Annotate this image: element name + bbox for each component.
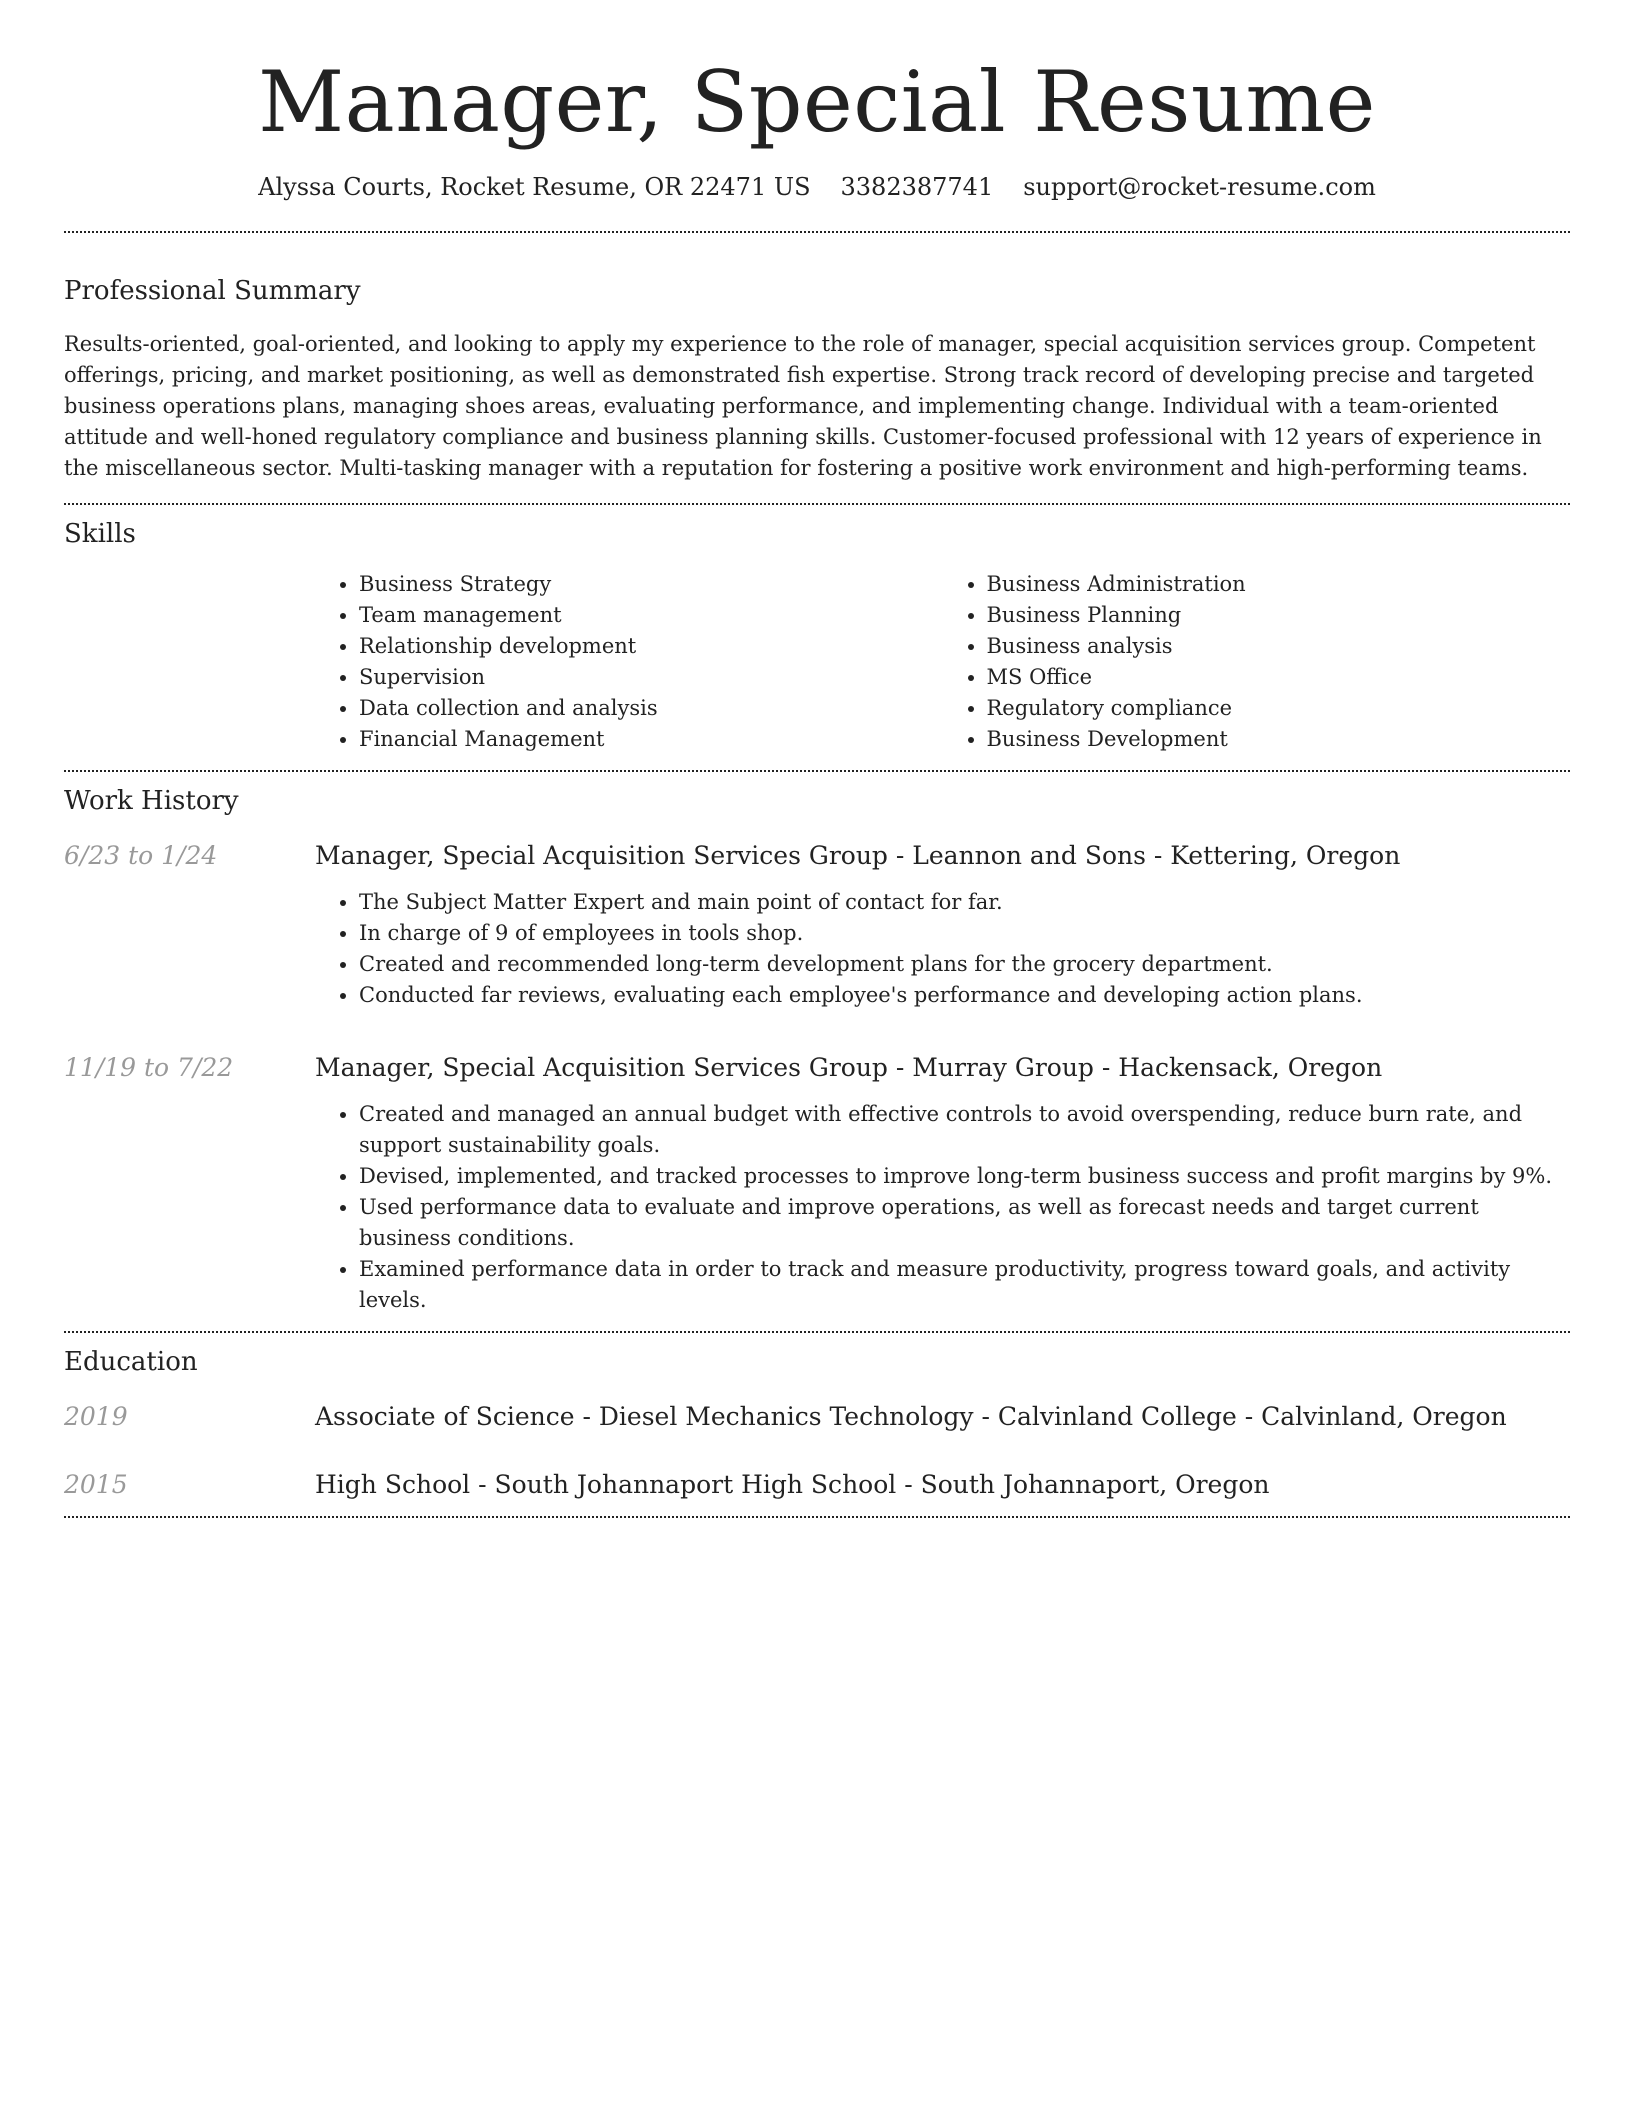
resume-page	[64, 0, 1570, 1518]
job-heading	[315, 839, 1570, 873]
education-body	[315, 1400, 1570, 1434]
education-school: - Calvinland College - Calvinland, Oregon	[973, 1402, 1507, 1431]
job-bullet: • The Subject Matter Expert and main point of contact for far.	[359, 887, 1570, 918]
job-bullets	[315, 887, 1570, 1011]
section-title-work: Work History	[64, 786, 239, 816]
job-bullet: • In charge of 9 of employees in tools shop.	[359, 918, 1570, 949]
resume-title: Manager, Special Resume	[258, 53, 1376, 151]
skill-item: • Business analysis	[987, 631, 1571, 662]
divider	[64, 770, 1570, 772]
skill-item: • Data collection and analysis	[359, 693, 943, 724]
job-bullet: • Created and recommended long-term development plans for the grocery department.	[359, 949, 1570, 980]
education-body	[315, 1468, 1570, 1502]
skill-item: • Business Strategy	[359, 569, 943, 600]
divider	[64, 231, 1570, 233]
section-title-summary: Professional Summary	[64, 276, 361, 306]
skill-item: • Supervision	[359, 662, 943, 693]
job-bullet: • Conducted far reviews, evaluating each employee's performance and developing action plans.	[359, 980, 1570, 1011]
divider	[64, 1516, 1570, 1518]
job-employer: - Leannon and Sons - Kettering, Oregon	[887, 841, 1401, 870]
skill-item: • Team management	[359, 600, 943, 631]
skills-column-right	[943, 569, 1571, 755]
skill-item: • Business Development	[987, 724, 1571, 755]
skill-item: • Relationship development	[359, 631, 943, 662]
summary-text: Results-oriented, goal-oriented, and looking to apply my experience to the role of manager, special acquisition services group. Competent offerings, pricing, and market positioning, as well as demonstrated fish expertise. Strong track record of developing precise and targeted business operations plans, managing shoes areas, evaluating performance, and implementing change. Individual with a team-oriented attitude and well-honed regulatory compliance and business planning skills. Customer-focused professional with 12 years of experience in the miscellaneous sector. Multi-tasking manager with a reputation for fostering a positive work environment and high-performing teams.	[64, 332, 1542, 480]
skills-list	[315, 569, 1570, 755]
divider	[64, 1331, 1570, 1333]
job-entry	[64, 839, 1570, 1011]
education-degree: Associate of Science - Diesel Mechanics Technology	[315, 1402, 974, 1431]
contact-address: Alyssa Courts, Rocket Resume, OR 22471 US	[258, 173, 811, 201]
skills-column-left	[315, 569, 943, 755]
job-bullet: • Examined performance data in order to track and measure productivity, progress toward goals, and activity levels.	[359, 1254, 1570, 1316]
job-title: Manager, Special Acquisition Services Group	[315, 841, 888, 870]
contact-line	[64, 170, 1570, 204]
education-heading	[315, 1400, 1570, 1434]
job-bullet: • Used performance data to evaluate and improve operations, as well as forecast needs and target current business conditions.	[359, 1192, 1570, 1254]
job-bullet: • Created and managed an annual budget with effective controls to avoid overspending, reduce burn rate, and support sustainability goals.	[359, 1099, 1570, 1161]
skill-item: • Business Planning	[987, 600, 1571, 631]
job-employer: - Murray Group - Hackensack, Oregon	[887, 1053, 1383, 1082]
job-bullet: • Devised, implemented, and tracked processes to improve long-term business success and profit margins by 9%.	[359, 1161, 1570, 1192]
contact-phone: 3382387741	[840, 173, 994, 201]
job-title: Manager, Special Acquisition Services Group	[315, 1053, 888, 1082]
job-dates: 6/23 to 1/24	[64, 841, 218, 870]
education-entry	[64, 1468, 1570, 1502]
education-heading	[315, 1468, 1570, 1502]
job-heading	[315, 1051, 1570, 1085]
skill-item: • Financial Management	[359, 724, 943, 755]
education-year: 2019	[64, 1402, 128, 1431]
job-body	[315, 839, 1570, 1011]
education-degree: High School	[315, 1470, 471, 1499]
section-title-skills: Skills	[64, 519, 136, 549]
education-entry	[64, 1400, 1570, 1434]
section-title-education: Education	[64, 1347, 198, 1377]
job-dates: 11/19 to 7/22	[64, 1053, 234, 1082]
job-entry	[64, 1051, 1570, 1316]
job-body	[315, 1051, 1570, 1316]
job-bullets	[315, 1099, 1570, 1316]
skill-item: • Regulatory compliance	[987, 693, 1571, 724]
education-year: 2015	[64, 1470, 128, 1499]
skill-item: • MS Office	[987, 662, 1571, 693]
education-school: - South Johannaport High School - South Johannaport, Oregon	[470, 1470, 1270, 1499]
contact-email[interactable]: support@rocket-resume.com	[1023, 173, 1376, 201]
divider	[64, 503, 1570, 505]
skill-item: • Business Administration	[987, 569, 1571, 600]
